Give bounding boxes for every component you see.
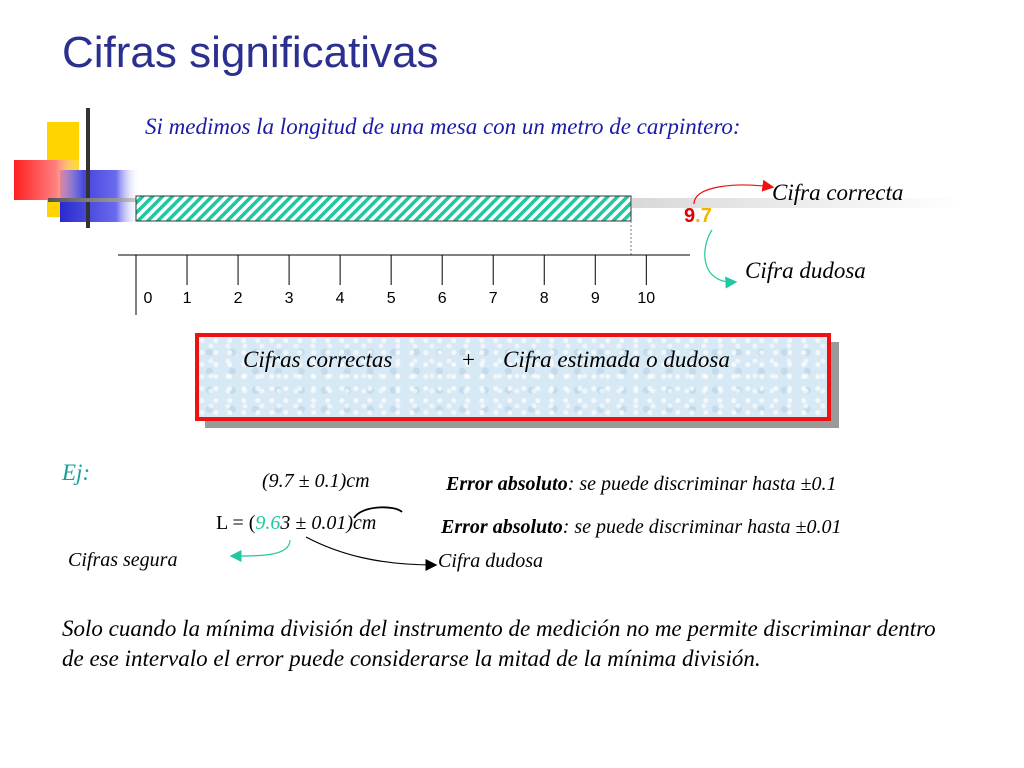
label-example-cifra-dudosa: Cifra dudosa [438,550,544,572]
box-left-text: Cifras correctas [243,347,393,372]
label-cifra-dudosa: Cifra dudosa [745,258,866,283]
ruler-tick-label-9: 9 [590,290,600,307]
ruler-tick-label-0: 0 [143,290,153,307]
ruler-tick-label-4: 4 [335,290,345,307]
explanation-paragraph: Solo cuando la mínima división del instrumento de medición no me permite discriminar dentro de ese intervalo el error puede considerarse la mitad de la mínima división. [62,616,936,671]
ruler-tick-label-8: 8 [539,290,549,307]
error-absolute-2-text: : se puede discriminar hasta ±0.01 [562,516,842,538]
ruler-tick-label-7: 7 [488,290,498,307]
ruler-reading [684,205,712,228]
ruler-tick-label-5: 5 [386,290,396,307]
ruler-tick-label-10: 10 [637,290,656,307]
reading-separator: . [695,205,701,227]
reading-correct-digit: 9 [684,205,696,227]
expr2-rest: 3 ± 0.01)cm [280,512,377,534]
page-title: Cifras significativas [62,28,439,77]
ruler-tick-label-2: 2 [233,290,243,307]
label-cifras-segura: Cifras segura [68,549,178,571]
expr2-safe-digits: 9.6 [255,512,281,534]
subtitle: Si medimos la longitud de una mesa con un metro de carpintero: [145,114,741,139]
error-absolute-2-term: Error absoluto [441,516,563,538]
ruler-tick-label-6: 6 [437,290,447,307]
example-expression-1: (9.7 ± 0.1)cm [262,470,370,492]
arrow-to-doubtful [705,230,735,282]
error-absolute-1-term: Error absoluto [446,473,568,495]
ruler-tick-label-3: 3 [284,290,294,307]
example-label: Ej: [62,460,91,485]
label-cifra-correcta: Cifra correcta [772,180,904,205]
error-absolute-1-text: : se puede discriminar hasta ±0.1 [567,473,837,495]
expr2-prefix: L = ( [216,512,256,534]
reading-doubtful-digit: 7 [700,205,712,227]
example-expression-2 [216,512,376,535]
error-absolute-2 [441,516,841,539]
measured-bar [136,196,631,221]
error-absolute-1 [446,473,836,496]
arrow-to-safe-digits [232,540,290,556]
box-right-text: Cifra estimada o dudosa [503,347,730,372]
ruler-tick-label-1: 1 [182,290,192,307]
box-operator: + [462,347,475,372]
arrow-to-doubtful-digit [306,537,435,565]
